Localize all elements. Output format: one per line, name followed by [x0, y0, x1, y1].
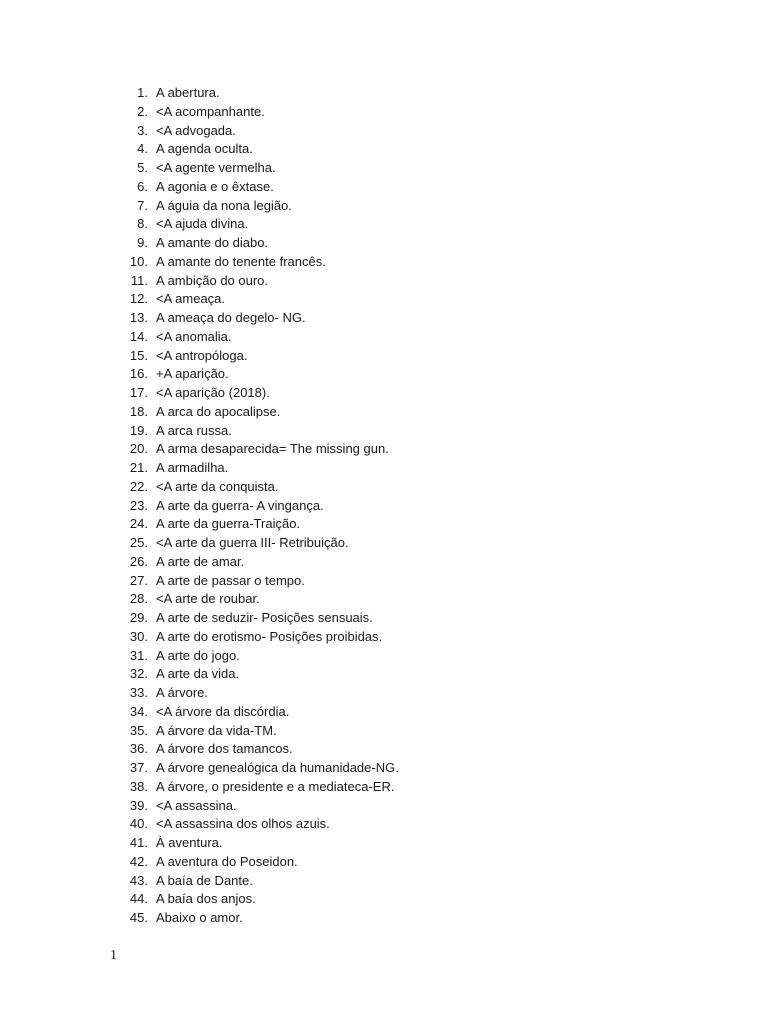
list-item-text: A arte do erotismo- Posições proibidas.: [156, 628, 383, 644]
list-item-number: 12.: [129, 291, 148, 307]
list-item-number: 8.: [137, 216, 148, 232]
list-item-number: 17.: [129, 385, 148, 400]
list-item-text: A ameaça do degelo- NG.: [156, 310, 306, 325]
list-item-number: 29.: [129, 610, 148, 625]
list-item-number: 31.: [129, 647, 148, 663]
list-item-text: A arte de passar o tempo.: [156, 572, 305, 588]
list-item-text: A árvore genealógica da humanidade-NG.: [156, 760, 399, 775]
list-item-text: A arte da guerra- A vingança.: [156, 497, 324, 513]
list-item-number: 18.: [129, 403, 148, 419]
list-item-number: 41.: [129, 835, 148, 850]
list-item-text: <A árvore da discórdia.: [156, 703, 290, 719]
list-item-text: <A ajuda divina.: [156, 216, 249, 232]
list-item-text: <A acompanhante.: [156, 103, 265, 119]
list-item-text: A abertura.: [156, 85, 220, 100]
list-item-number: 23.: [129, 497, 148, 513]
list-item-text: A arca do apocalipse.: [156, 403, 281, 419]
list-item-text: A arca russa.: [156, 422, 232, 438]
list-item-text: A amante do tenente francês.: [156, 253, 326, 269]
list-item-text: <A ameaça.: [156, 291, 226, 307]
list-item-text: <A aparição (2018).: [156, 385, 270, 400]
list-item-text: A árvore dos tamancos.: [156, 741, 293, 757]
list-item-number: 6.: [137, 178, 148, 194]
list-item-text: A árvore da vida-TM.: [156, 722, 277, 738]
list-item-number: 7.: [137, 197, 148, 213]
list-item-text: A agenda oculta.: [156, 141, 253, 157]
list-item-text: À aventura.: [156, 835, 223, 850]
list-item-number: 3.: [137, 122, 148, 138]
list-item-number: 39.: [129, 797, 148, 813]
list-item-text: A árvore.: [156, 685, 209, 700]
list-item-number: 38.: [129, 778, 148, 794]
list-item-text: <A arte da guerra III- Retribuição.: [156, 535, 349, 550]
list-item-number: 1.: [137, 85, 148, 100]
list-item-text: +A aparição.: [156, 366, 229, 382]
list-item-number: 43.: [129, 872, 148, 888]
list-item-text: A arte da guerra-Traição.: [156, 516, 301, 532]
list-item-number: 44.: [129, 891, 148, 907]
list-item-text: A ambição do ouro.: [156, 272, 269, 288]
list-item-text: <A arte de roubar.: [156, 591, 260, 607]
list-item-number: 10.: [129, 253, 148, 269]
list-item-text: A baía dos anjos.: [156, 891, 256, 907]
list-item-number: 22.: [129, 478, 148, 494]
list-item-number: 34.: [129, 703, 148, 719]
list-item-text: A arte de seduzir- Posições sensuais.: [156, 610, 373, 625]
list-item-text: Abaixo o amor.: [156, 910, 243, 925]
list-item-number: 19.: [129, 422, 148, 438]
list-item-number: 9.: [137, 235, 148, 250]
list-item-text: A baía de Dante.: [156, 872, 253, 888]
list-item-text: <A arte da conquista.: [156, 478, 279, 494]
list-item-number: 15.: [129, 347, 148, 363]
list-item-text: <A advogada.: [156, 122, 236, 138]
list-item-text: A arte da vida.: [156, 666, 240, 682]
list-item-number: 26.: [129, 553, 148, 569]
list-item-number: 16.: [129, 366, 148, 382]
list-item-number: 14.: [129, 328, 148, 344]
list-item-text: <A assassina dos olhos azuis.: [156, 816, 330, 832]
list-item-number: 40.: [129, 816, 148, 832]
list-item-text: A armadilha.: [156, 460, 229, 475]
list-item-text: <A antropóloga.: [156, 347, 248, 363]
list-item-number: 5.: [137, 160, 148, 175]
list-item-number: 21.: [129, 460, 148, 475]
list-item-number: 36.: [129, 741, 148, 757]
list-item-text: A arma desaparecida= The missing gun.: [156, 441, 389, 457]
list-item-text: A arte do jogo.: [156, 647, 240, 663]
list-item-number: 30.: [129, 628, 148, 644]
list-item-number: 33.: [129, 685, 148, 700]
list-item-number: 27.: [129, 572, 148, 588]
list-item-number: 24.: [129, 516, 148, 532]
list-item-number: 25.: [129, 535, 148, 550]
list-item-text: <A agente vermelha.: [156, 160, 276, 175]
list-item-number: 28.: [129, 591, 148, 607]
list-item-number: 37.: [129, 760, 148, 775]
page-number: 1: [110, 948, 117, 963]
list-item-number: 45.: [129, 910, 148, 925]
list-item-text: A águia da nona legião.: [156, 197, 292, 213]
list-item-text: A agonia e o êxtase.: [156, 178, 274, 194]
list-item-number: 35.: [129, 722, 148, 738]
list-item-text: A aventura do Poseidon.: [156, 853, 298, 869]
list-item-number: 20.: [129, 441, 148, 457]
list-item-number: 32.: [129, 666, 148, 682]
list-item-text: <A anomalia.: [156, 328, 232, 344]
list-item-text: A arte de amar.: [156, 553, 245, 569]
list-item-number: 11.: [130, 272, 148, 288]
list-item-number: 42.: [129, 853, 148, 869]
list-item-text: A árvore, o presidente e a mediateca-ER.: [156, 778, 395, 794]
list-item-number: 4.: [137, 141, 148, 157]
list-item-number: 13.: [129, 310, 148, 325]
list-item-text: <A assassina.: [156, 797, 237, 813]
list-item-number: 2.: [137, 103, 148, 119]
list-item-text: A amante do diabo.: [156, 235, 269, 250]
